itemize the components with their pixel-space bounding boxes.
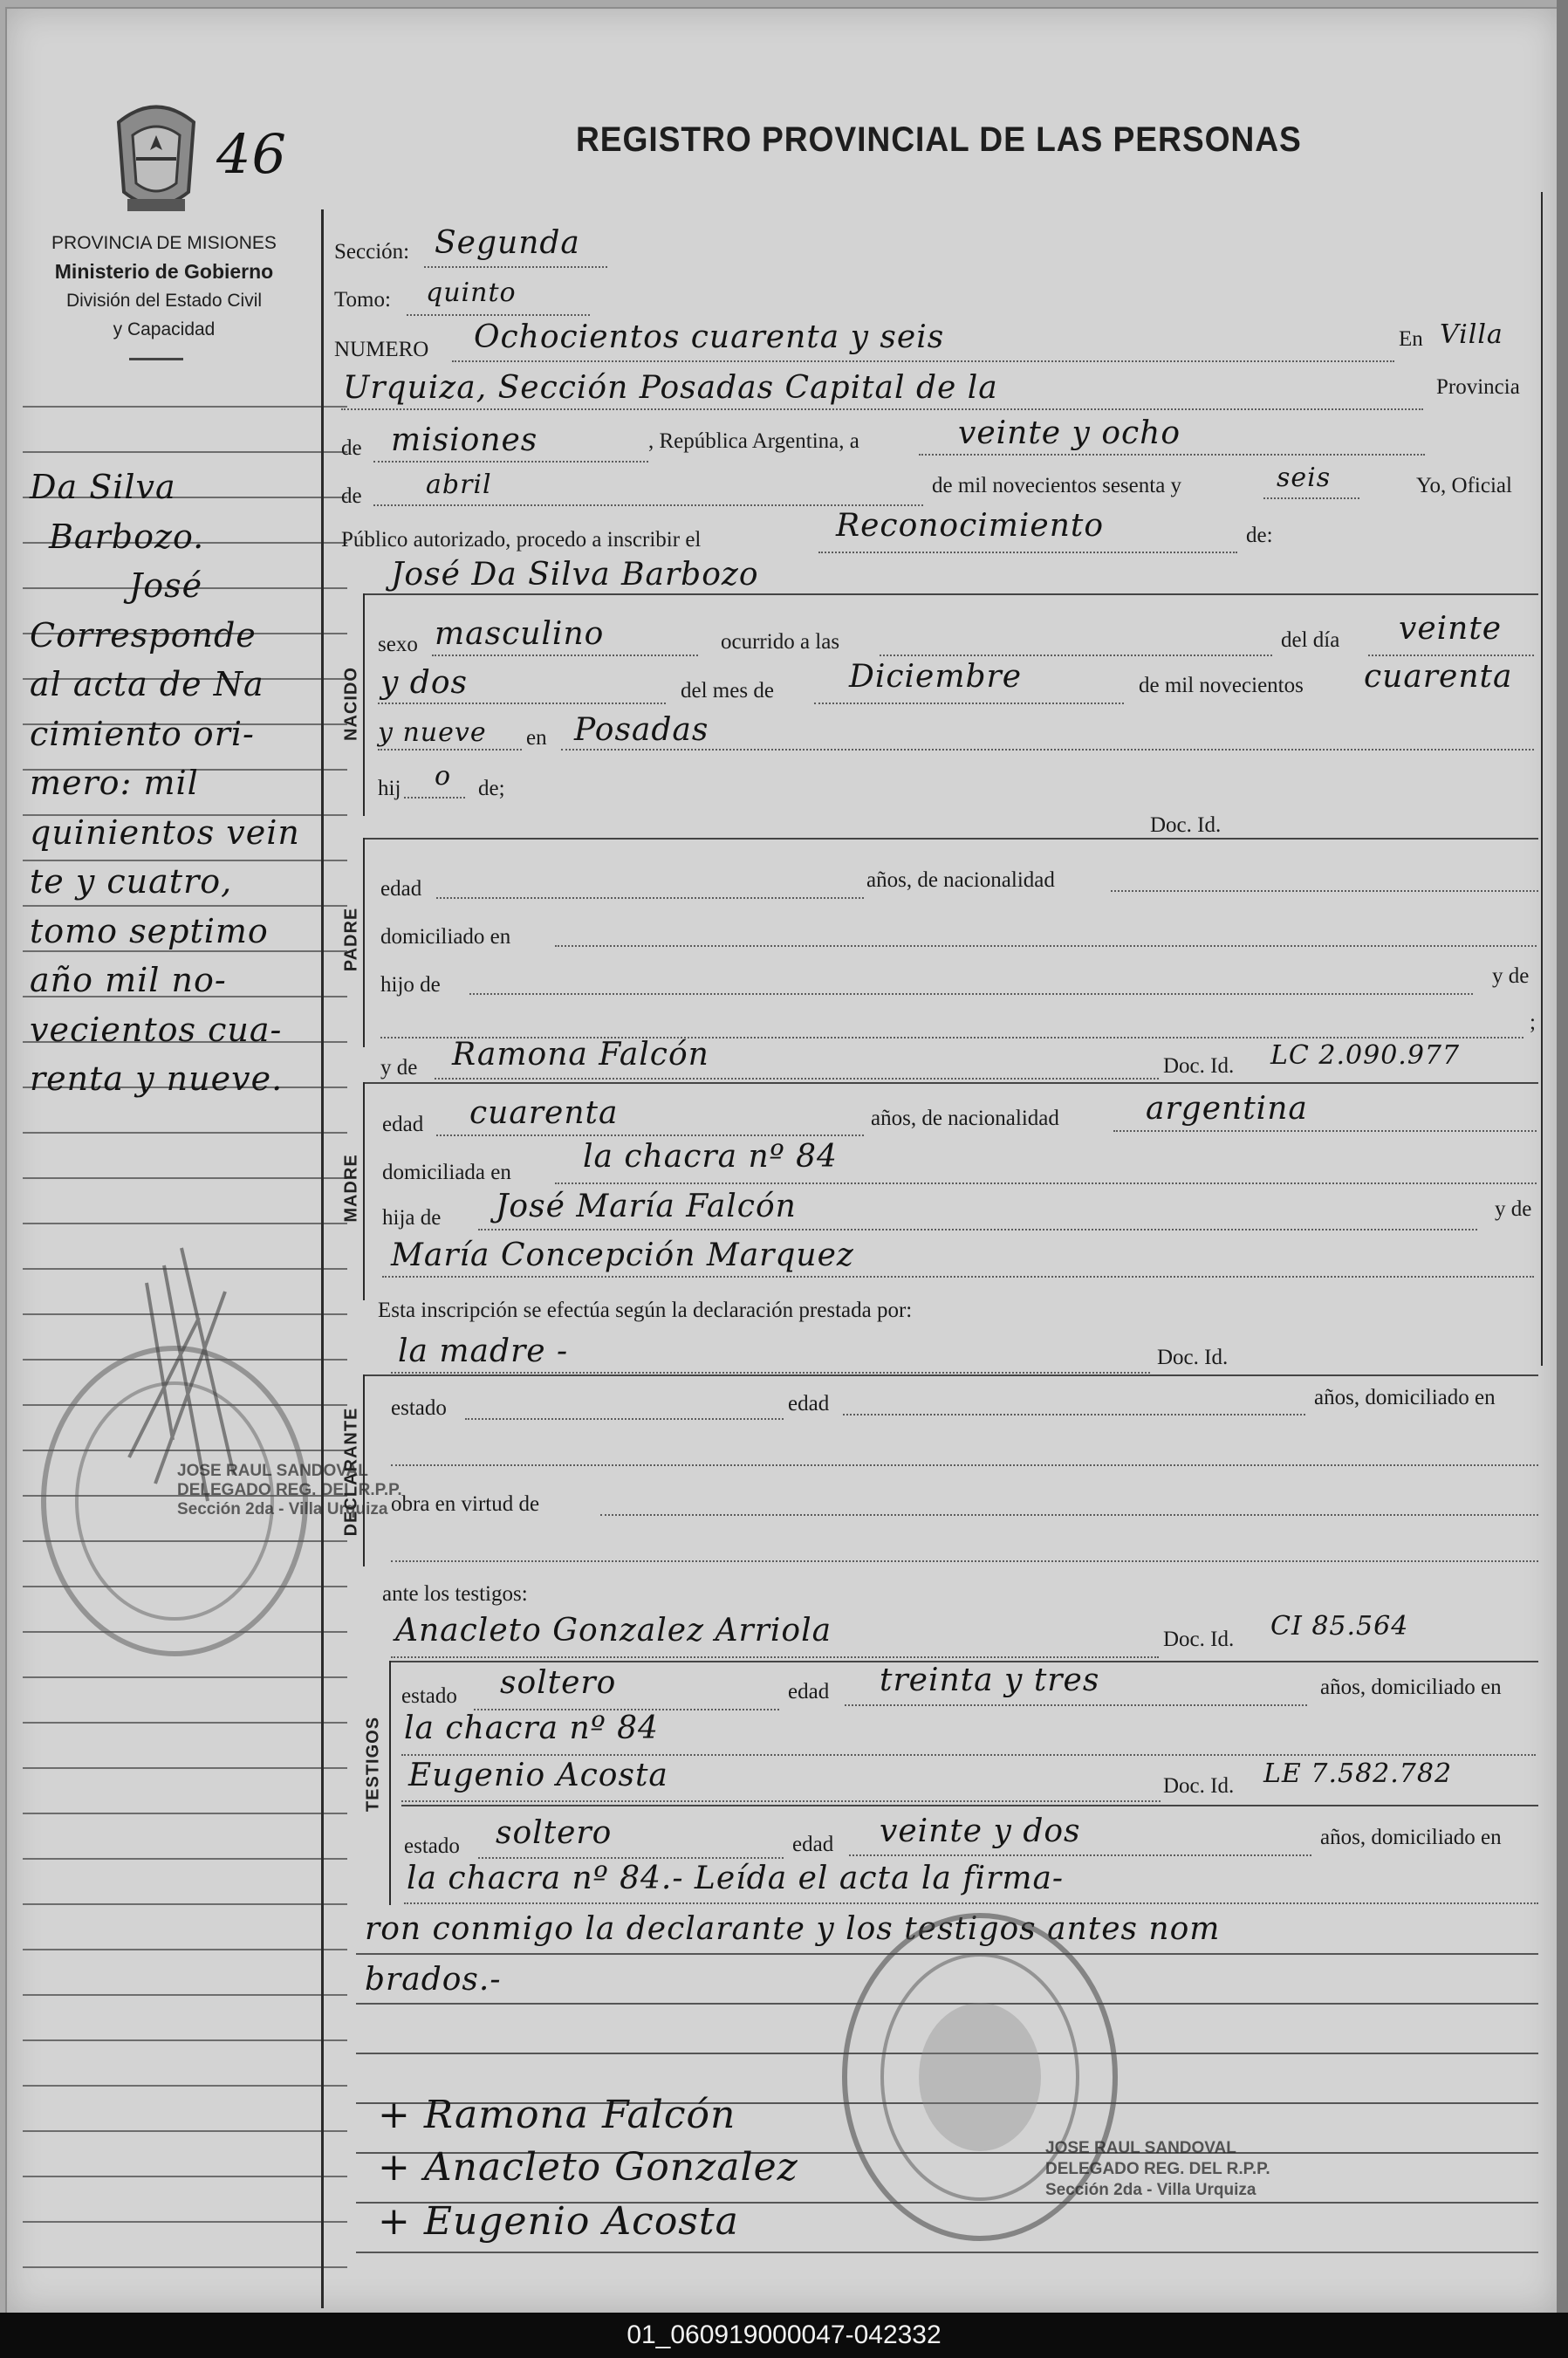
value-testigo1-edad: treinta y tres: [880, 1662, 1100, 1698]
side-label-declarante: DECLARANTE: [341, 1407, 361, 1537]
value-tomo: quinto: [426, 278, 517, 308]
value-testigo1-estado: soltero: [500, 1665, 617, 1701]
value-testigo2-dom: la chacra nº 84.- Leída el acta la firma-: [407, 1861, 1065, 1896]
label-doc-id-testigo1: Doc. Id.: [1163, 1628, 1235, 1651]
label-doc-id-declarante: Doc. Id.: [1157, 1346, 1229, 1369]
label-ocurrido: ocurrido a las: [721, 630, 840, 654]
image-id-bar: [0, 2313, 1568, 2358]
field-line: [382, 1276, 1534, 1278]
side-label-padre: PADRE: [341, 907, 361, 972]
stamp-text-right: [1045, 2138, 1270, 2201]
label-anos-nac-madre: años, de nacionalidad: [871, 1107, 1059, 1130]
field-line: [478, 1857, 784, 1859]
field-line: [365, 1374, 1538, 1376]
field-line: [478, 1229, 1477, 1230]
margin-note-line: Corresponde: [30, 615, 257, 655]
value-dia-cont: y dos: [380, 665, 468, 701]
margin-note-line: mero: mil: [30, 764, 199, 802]
value-madre: Ramona Falcón: [452, 1037, 709, 1073]
side-label-testigos: TESTIGOS: [363, 1716, 383, 1813]
margin-rule: [23, 406, 347, 408]
field-line: [401, 1805, 1538, 1806]
label-doc-id-testigo2: Doc. Id.: [1163, 1774, 1235, 1798]
label-yo-oficial: Yo, Oficial: [1416, 474, 1512, 497]
side-label-madre: MADRE: [341, 1154, 361, 1223]
stamp-text-left: [177, 1462, 402, 1519]
value-madre-madre: María Concepción Marquez: [391, 1237, 854, 1273]
margin-rule: [23, 1903, 347, 1905]
stamp-title: DELEGADO REG. DEL R.P.P.: [1045, 2160, 1270, 2178]
office-line-capacity: y Capacidad: [113, 319, 216, 339]
office-line-ministry: Ministerio de Gobierno: [54, 260, 274, 283]
label-seccion: Sección:: [334, 240, 410, 264]
label-de-mil: de mil novecientos sesenta y: [932, 474, 1182, 497]
value-lugar-nac: Posadas: [574, 712, 709, 748]
label-estado-testigo2: estado: [404, 1834, 460, 1858]
field-line: [391, 1656, 1159, 1658]
label-y-de-padre: y de: [1492, 964, 1530, 988]
value-testigo2-edad: veinte y dos: [880, 1813, 1081, 1849]
label-hij: hij: [378, 777, 401, 800]
field-line: [1368, 655, 1534, 656]
field-line: [469, 993, 1473, 995]
margin-note-line: te y cuatro,: [30, 862, 233, 901]
value-place: Urquiza, Sección Posadas Capital de la: [343, 370, 998, 406]
label-de: de: [341, 436, 362, 460]
field-line: [600, 1514, 1538, 1516]
label-edad-testigo1: edad: [788, 1680, 830, 1703]
page-edge: [1557, 0, 1568, 2313]
value-testigo2-estado: soltero: [496, 1815, 613, 1851]
value-testigo2: Eugenio Acosta: [408, 1758, 668, 1793]
field-line: [391, 1372, 1150, 1374]
field-line: [435, 1078, 1159, 1080]
margin-note: [24, 463, 347, 1104]
field-line: [919, 454, 1425, 456]
label-tomo: Tomo:: [334, 288, 391, 312]
value-en: Villa: [1440, 319, 1503, 350]
label-provincia: Provincia: [1436, 375, 1520, 399]
margin-rule: [23, 2130, 347, 2132]
value-testigo1-doc: CI 85.564: [1270, 1611, 1409, 1642]
official-seal-right: [832, 1894, 1128, 2260]
field-line: [845, 1704, 1307, 1706]
value-cierre-1: ron conmigo la declarante y los testigos antes nom: [365, 1911, 1221, 1947]
value-anio-nac: cuarenta: [1364, 659, 1513, 695]
value-madre-dom: la chacra nº 84: [583, 1139, 838, 1175]
field-line: [561, 749, 1534, 751]
section-bracket-padre: [363, 838, 365, 1047]
value-sexo: masculino: [435, 616, 605, 652]
label-en2: en: [526, 726, 547, 750]
field-line: [378, 703, 666, 704]
office-line-province: PROVINCIA DE MISIONES: [51, 233, 277, 253]
page-number: 46: [216, 122, 287, 186]
value-madre-nac: argentina: [1146, 1091, 1308, 1127]
page-title: REGISTRO PROVINCIAL DE LAS PERSONAS: [576, 120, 1302, 159]
value-seccion: Segunda: [435, 225, 580, 261]
label-de3: de:: [1246, 524, 1273, 547]
label-de2: de: [341, 484, 362, 508]
margin-rule: [23, 1722, 347, 1724]
label-edad-testigo2: edad: [792, 1833, 834, 1856]
label-obra: obra en virtud de: [391, 1492, 540, 1516]
field-line: [555, 945, 1537, 947]
value-anio-nac-cont: y nueve: [378, 717, 487, 748]
value-nombre: José Da Silva Barbozo: [391, 557, 759, 593]
stamp-name: JOSE RAUL SANDOVAL: [1045, 2139, 1236, 2157]
field-line: [880, 655, 1272, 656]
office-block: [24, 229, 304, 344]
label-del-mes: del mes de: [681, 679, 774, 703]
margin-note-line: año mil no-: [30, 961, 227, 999]
margin-rule: [23, 1813, 347, 1814]
signature-testigo1: + Anacleto Gonzalez: [378, 2145, 798, 2190]
field-line: [555, 1182, 1537, 1184]
side-label-nacido: NACIDO: [341, 667, 361, 741]
label-anos-dom-declarante: años, domiciliado en: [1314, 1386, 1496, 1409]
margin-rule: [23, 1949, 347, 1950]
label-doc-id-nacido: Doc. Id.: [1150, 813, 1222, 837]
section-bracket-testigos: [389, 1661, 391, 1905]
field-line: [404, 797, 465, 799]
value-anio: seis: [1277, 463, 1332, 493]
stamp-office: Sección 2da - Villa Urquiza: [1045, 2181, 1256, 2199]
label-y-de-madre: y de: [380, 1056, 418, 1080]
certificate-page: [5, 7, 1560, 2314]
value-madre-edad: cuarenta: [469, 1095, 619, 1131]
field-line: [465, 1418, 784, 1420]
label-de-mil2: de mil novecientos: [1139, 674, 1304, 697]
label-y-de-madre2: y de: [1495, 1197, 1532, 1221]
label-ante-testigos: ante los testigos:: [382, 1582, 528, 1606]
field-line: [391, 1560, 1538, 1562]
stamp-title: DELEGADO REG. DEL R.P.P.: [177, 1481, 402, 1499]
margin-rule: [23, 2176, 347, 2177]
field-line: [436, 1134, 864, 1136]
stamp-office: Sección 2da - Villa Urquiza: [177, 1500, 388, 1518]
divider: [129, 358, 183, 360]
margin-note-line: renta y nueve.: [30, 1059, 284, 1098]
field-line: [843, 1414, 1305, 1415]
margin-note-line: al acta de Na: [30, 665, 264, 703]
field-line: [849, 1854, 1311, 1856]
field-line: [373, 504, 923, 506]
field-line: [814, 703, 1124, 704]
margin-rule: [23, 1676, 347, 1678]
right-border: [1541, 192, 1543, 1366]
label-anos-dom-testigo2: años, domiciliado en: [1320, 1826, 1502, 1849]
value-hijo-suffix: o: [435, 761, 452, 792]
label-numero: NUMERO: [334, 338, 429, 361]
label-sexo: sexo: [378, 633, 418, 656]
field-line: [373, 461, 648, 463]
label-edad-declarante: edad: [788, 1392, 830, 1415]
margin-note-line: cimiento ori-: [30, 714, 255, 753]
field-line: [365, 1082, 1538, 1084]
label-de-semi: de;: [478, 777, 505, 800]
field-line: [401, 1800, 1161, 1802]
margin-note-line: José: [129, 566, 203, 605]
margin-rule: [23, 2039, 347, 2041]
margin-rule: [23, 1858, 347, 1860]
field-line: [341, 408, 1423, 410]
field-line: [424, 266, 607, 268]
label-esta-inscripcion: Esta inscripción se efectúa según la declaración prestada por:: [378, 1299, 913, 1322]
margin-rule: [23, 2266, 347, 2268]
field-line: [1111, 890, 1538, 892]
margin-rule: [23, 1994, 347, 1996]
section-bracket-madre: [363, 1082, 365, 1300]
margin-note-line: quinientos vein: [30, 812, 300, 852]
value-mes: abril: [426, 470, 492, 500]
margin-rule: [23, 2085, 347, 2087]
margin-rule: [23, 2221, 347, 2223]
office-line-division: División del Estado Civil: [65, 291, 263, 311]
value-dia-texto: veinte y ocho: [958, 415, 1181, 451]
value-provincia: misiones: [391, 422, 538, 458]
value-declarante: la madre -: [398, 1333, 569, 1369]
field-line: [1263, 497, 1359, 499]
image-id: 01_060919000047-042332: [627, 2320, 941, 2349]
value-acto: Reconocimiento: [836, 508, 1105, 544]
field-line: [407, 314, 590, 316]
value-cierre-2: brados.-: [365, 1962, 502, 1998]
margin-rule: [23, 1132, 347, 1134]
field-line: [818, 552, 1237, 553]
margin-note-line: Barbozo.: [49, 517, 205, 556]
label-anos-dom-testigo1: años, domiciliado en: [1320, 1676, 1502, 1699]
field-line: [1113, 1130, 1537, 1132]
label-edad-madre: edad: [382, 1113, 424, 1136]
margin-note-line: tomo septimo: [30, 911, 269, 950]
label-domiciliada: domiciliada en: [382, 1161, 511, 1184]
stamp-name: JOSE RAUL SANDOVAL: [177, 1462, 368, 1480]
label-estado-declarante: estado: [391, 1396, 447, 1420]
label-republica: , República Argentina, a: [648, 429, 859, 453]
official-seal-left: [24, 1213, 325, 1667]
label-estado-testigo1: estado: [401, 1684, 457, 1708]
value-madre-doc: LC 2.090.977: [1270, 1040, 1461, 1071]
label-en: En: [1399, 327, 1423, 351]
field-line: [401, 1754, 1536, 1756]
value-madre-padre: José María Falcón: [496, 1189, 797, 1224]
field-line: [378, 749, 522, 751]
label-domiciliado-padre: domiciliado en: [380, 925, 511, 949]
section-bracket-nacido: [363, 593, 365, 816]
signature-testigo2: + Eugenio Acosta: [378, 2199, 739, 2244]
field-line: [452, 360, 1394, 362]
margin-rule: [23, 1177, 347, 1179]
field-line: [436, 897, 864, 899]
label-publico: Público autorizado, procedo a inscribir el: [341, 528, 702, 552]
field-line: [432, 655, 698, 656]
label-hijo-de: hijo de: [380, 973, 441, 997]
coat-of-arms-icon: [101, 96, 211, 218]
value-del-dia: veinte: [1399, 611, 1503, 647]
margin-note-line: vecientos cua-: [30, 1010, 283, 1049]
value-testigo1-dom: la chacra nº 84: [404, 1710, 659, 1746]
value-testigo1: Anacleto Gonzalez Arriola: [395, 1613, 832, 1649]
field-line: [365, 838, 1538, 840]
label-hija-de: hija de: [382, 1206, 442, 1230]
margin-rule: [23, 451, 347, 453]
value-mes-nac: Diciembre: [849, 659, 1023, 695]
label-semicolon: ;: [1530, 1011, 1536, 1034]
label-doc-id-madre: Doc. Id.: [1163, 1054, 1235, 1078]
value-numero: Ochocientos cuarenta y seis: [474, 319, 945, 355]
field-line: [391, 1464, 1538, 1466]
label-anos-nac-padre: años, de nacionalidad: [866, 868, 1055, 892]
label-del-dia: del día: [1281, 628, 1340, 652]
label-edad-padre: edad: [380, 877, 422, 901]
margin-note-line: Da Silva: [30, 468, 176, 506]
margin-rule: [23, 1767, 347, 1769]
field-line: [365, 593, 1538, 595]
signature-madre: + Ramona Falcón: [378, 2093, 736, 2137]
value-testigo2-doc: LE 7.582.782: [1263, 1758, 1453, 1789]
